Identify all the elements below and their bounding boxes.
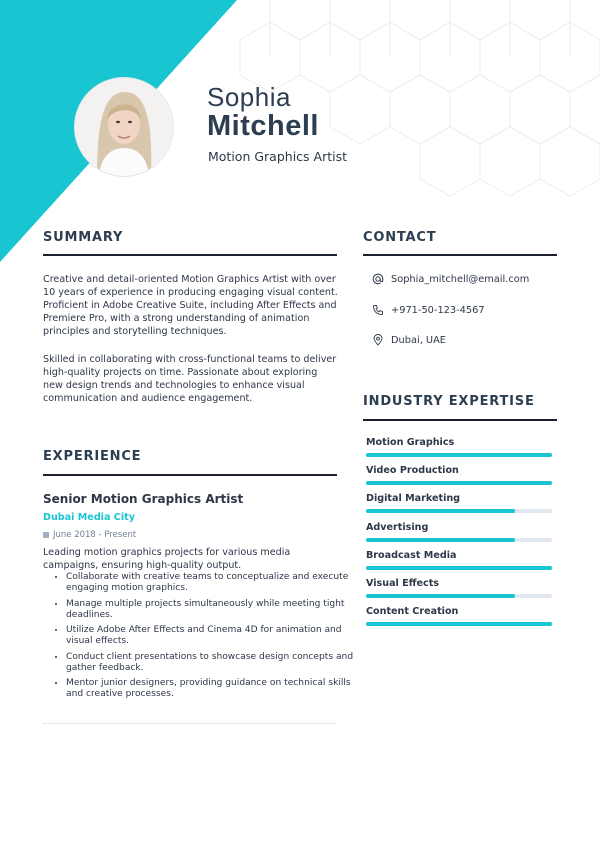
skill-item <box>366 606 552 626</box>
dotted-divider <box>43 723 335 724</box>
job-role: Senior Motion Graphics Artist <box>43 492 244 506</box>
skill-bar-fill <box>366 566 552 570</box>
skill-bar-track <box>366 453 552 457</box>
skill-item <box>366 550 552 570</box>
contact-email-text: Sophia_mitchell@email.com <box>391 273 530 285</box>
expertise-heading: INDUSTRY EXPERTISE <box>363 394 535 409</box>
job-title: Motion Graphics Artist <box>208 149 348 164</box>
skill-bar-fill <box>366 481 552 485</box>
contact-location-text: Dubai, UAE <box>391 334 446 346</box>
skill-name: Advertising <box>366 521 429 533</box>
skill-bar-fill <box>366 622 552 626</box>
skill-bar-track <box>366 481 552 485</box>
job-dates <box>43 530 136 540</box>
skill-bar-fill <box>366 594 515 598</box>
avatar <box>75 78 173 176</box>
job-bullet: • Mentor junior designers, providing guidance on technical skills and creative processes. <box>66 678 356 700</box>
location-pin-icon <box>372 334 384 346</box>
skill-item <box>366 522 552 542</box>
skill-item <box>366 465 552 485</box>
contact-email[interactable] <box>372 273 529 285</box>
job-dates-text: June 2018 - Present <box>53 530 137 540</box>
skill-item <box>366 437 552 457</box>
phone-icon <box>372 304 384 316</box>
contact-location <box>372 334 446 346</box>
job-bullet: • Conduct client presentations to showcase design concepts and gather feedback. <box>66 652 356 674</box>
summary-paragraph-1: Creative and detail-oriented Motion Graphics Artist with over 10 years of experience in producing engaging visual content. Proficient in Adobe Creative Suite, including After Effects and Premiere Pro, with a strong understanding of animation principles and storytelling techniques. <box>43 274 338 338</box>
experience-divider <box>43 474 337 476</box>
skill-bar-track <box>366 538 552 542</box>
profile-photo <box>75 78 173 176</box>
skill-name: Broadcast Media <box>366 549 457 561</box>
contact-heading: CONTACT <box>363 230 437 245</box>
job-bullet: • Utilize Adobe After Effects and Cinema 4D for animation and visual effects. <box>66 625 356 647</box>
expertise-divider <box>363 419 557 421</box>
skill-name: Digital Marketing <box>366 493 461 505</box>
contact-phone[interactable] <box>372 304 485 316</box>
skill-name: Video Production <box>366 465 459 477</box>
summary-divider <box>43 254 337 256</box>
job-bullet: • Collaborate with creative teams to conceptualize and execute engaging motion graphics. <box>66 572 356 594</box>
skill-bar-track <box>366 594 552 598</box>
calendar-icon <box>43 532 49 538</box>
skill-name: Content Creation <box>366 606 459 618</box>
skill-bar-fill <box>366 453 552 457</box>
first-name: Sophia <box>207 82 291 112</box>
last-name: Mitchell <box>207 110 319 142</box>
skill-bar-track <box>366 509 552 513</box>
skill-item <box>366 578 552 598</box>
skill-bar-fill <box>366 509 515 513</box>
skill-bar-track <box>366 622 552 626</box>
skill-name: Visual Effects <box>366 578 440 589</box>
summary-heading: SUMMARY <box>43 230 124 245</box>
skill-name: Motion Graphics <box>366 437 455 448</box>
at-icon <box>372 273 384 285</box>
skill-bar-track <box>366 566 552 570</box>
job-company: Dubai Media City <box>43 512 135 523</box>
job-summary: Leading motion graphics projects for various media campaigns, ensuring high-quality output. <box>43 547 291 572</box>
skill-item <box>366 493 552 513</box>
job-bullet: • Manage multiple projects simultaneously while meeting tight deadlines. <box>66 599 356 621</box>
contact-phone-text: +971-50-123-4567 <box>391 304 485 316</box>
job-bullets <box>52 572 356 705</box>
skill-bar-fill <box>366 538 515 542</box>
contact-divider <box>363 254 557 256</box>
summary-paragraph-2: Skilled in collaborating with cross-functional teams to deliver high-quality projects on time. Passionate about exploring new design trends and technologies to enhance visual communication and audience engagement. <box>43 354 337 405</box>
experience-heading: EXPERIENCE <box>43 449 142 464</box>
